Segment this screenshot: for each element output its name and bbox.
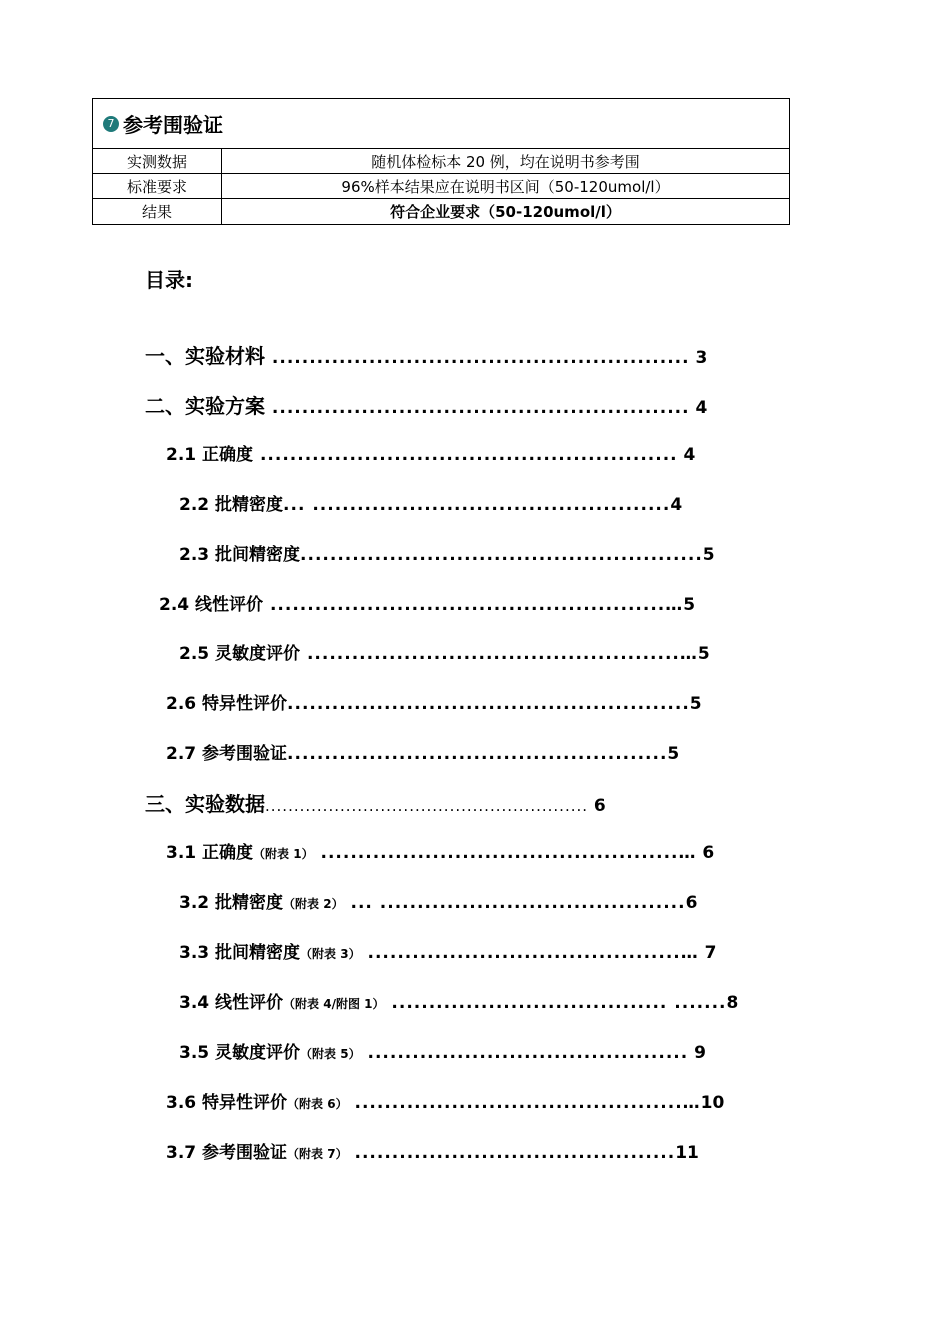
toc-title: 参考围验证: [202, 744, 288, 764]
row-value: 随机体检标本 20 例，均在说明书参考围: [371, 152, 640, 171]
toc-page: 6: [588, 796, 606, 816]
toc-entry[interactable]: [179, 639, 710, 664]
toc-dots: ........................................................: [265, 797, 589, 815]
toc-dots: ... ................................................: [283, 495, 671, 515]
toc-num: 2.5: [179, 644, 216, 664]
toc-dots: ............................................…: [347, 1093, 701, 1113]
toc-num: 2.7: [166, 744, 203, 764]
toc-num: 一、: [145, 344, 185, 368]
toc-dots: .....................................................…: [263, 595, 684, 615]
toc-dots: ..................................................…: [300, 644, 698, 664]
toc-entry[interactable]: [166, 739, 679, 764]
toc-entry[interactable]: [179, 1038, 706, 1063]
toc-entry[interactable]: [166, 1138, 699, 1163]
toc-title: 参考围验证: [202, 1143, 288, 1163]
toc-page: 5: [697, 644, 710, 664]
toc-num: 2.4: [159, 595, 196, 615]
toc-dots: ..................................... .......: [384, 993, 727, 1013]
toc-page: 5: [702, 545, 715, 565]
toc-entry[interactable]: [179, 888, 697, 913]
toc-num: 3.1: [166, 843, 203, 863]
toc-dots: ......................................................: [287, 694, 690, 714]
toc-page: 3: [689, 348, 708, 368]
toc-num: 2.1: [166, 445, 203, 465]
toc-page: 4: [677, 445, 696, 465]
table-row: [93, 174, 789, 199]
toc-title: 特异性评价: [202, 694, 288, 714]
toc-page: 10: [700, 1093, 725, 1113]
toc-entry[interactable]: [166, 1088, 724, 1113]
row-label: 实测数据: [93, 149, 222, 173]
toc-dots: ...........................................: [347, 1143, 676, 1163]
toc-title: 批间精密度: [215, 943, 301, 963]
table-row: [93, 149, 789, 174]
toc-entry[interactable]: [166, 689, 702, 714]
number-badge: 7: [103, 116, 119, 132]
row-label: 结果: [93, 199, 222, 224]
table-title: 参考围验证: [123, 113, 223, 137]
toc-num: 3.5: [179, 1043, 216, 1063]
toc-num: 3.7: [166, 1143, 203, 1163]
toc-page: 5: [689, 694, 702, 714]
toc-page: 5: [683, 595, 696, 615]
toc-page: 6: [685, 893, 698, 913]
toc-page: 8: [726, 993, 739, 1013]
toc-entry[interactable]: [145, 390, 707, 419]
table-title-row: [93, 99, 789, 149]
toc-entry[interactable]: [145, 788, 606, 817]
table-row: [93, 199, 789, 224]
toc-note: （附表 3）: [300, 947, 361, 961]
toc-note: （附表 1）: [253, 847, 314, 861]
toc-num: 3.3: [179, 943, 216, 963]
toc-title: 正确度: [202, 843, 254, 863]
toc-num: 三、: [145, 792, 185, 816]
toc-heading: 目录:: [145, 268, 193, 292]
toc-title: 实验方案: [185, 394, 265, 418]
toc-dots: ... .........................................: [343, 893, 686, 913]
toc-title: 实验材料: [185, 344, 265, 368]
toc-note: （附表 2）: [283, 897, 344, 911]
row-value: 符合企业要求（50-120umol/l）: [390, 203, 621, 221]
reference-range-table: [92, 98, 790, 225]
toc-title: 线性评价: [215, 993, 284, 1013]
toc-page: 5: [667, 744, 680, 764]
toc-entry[interactable]: [166, 838, 714, 863]
toc-dots: ........................................................: [265, 348, 690, 368]
toc-entry[interactable]: [179, 490, 682, 515]
toc-title: 灵敏度评价: [215, 1043, 301, 1063]
toc-dots: ...................................................: [287, 744, 668, 764]
toc-num: 2.3: [179, 545, 216, 565]
row-value: 96%样本结果应在说明书区间（50-120umol/l）: [341, 177, 670, 196]
toc-page: 9: [688, 1043, 706, 1063]
toc-entry[interactable]: [166, 440, 695, 465]
toc-page: 7: [698, 943, 717, 963]
toc-page: 4: [670, 495, 683, 515]
toc-num: 2.6: [166, 694, 203, 714]
toc-entry[interactable]: [179, 988, 738, 1013]
toc-title: 线性评价: [195, 595, 264, 615]
toc-title: 实验数据: [185, 792, 265, 816]
toc-entry[interactable]: [145, 340, 707, 369]
toc-title: 特异性评价: [202, 1093, 288, 1113]
toc-num: 3.2: [179, 893, 216, 913]
toc-entry[interactable]: [159, 590, 695, 615]
toc-title: 正确度: [202, 445, 254, 465]
toc-num: 二、: [145, 394, 185, 418]
toc-title: 批间精密度: [215, 545, 301, 565]
toc-dots: ...........................................: [360, 1043, 689, 1063]
toc-note: （附表 5）: [300, 1047, 361, 1061]
toc-dots: ........................................................: [253, 445, 678, 465]
toc-num: 3.6: [166, 1093, 203, 1113]
toc-entry[interactable]: [179, 540, 715, 565]
toc-dots: ..........................................…: [360, 943, 699, 963]
toc-note: （附表 4/附图 1）: [283, 997, 385, 1011]
toc-dots: ......................................................: [300, 545, 703, 565]
toc-page: 6: [696, 843, 715, 863]
toc-num: 2.2: [179, 495, 216, 515]
toc-dots: ................................................…: [313, 843, 697, 863]
toc-entry[interactable]: [179, 938, 716, 963]
toc-title: 批精密度: [215, 893, 284, 913]
row-label: 标准要求: [93, 174, 222, 198]
toc-title: 批精密度: [215, 495, 284, 515]
toc-note: （附表 7）: [287, 1147, 348, 1161]
toc-note: （附表 6）: [287, 1097, 348, 1111]
toc-page: 4: [689, 398, 708, 418]
toc-dots: ........................................................: [265, 398, 690, 418]
toc-num: 3.4: [179, 993, 216, 1013]
toc-title: 灵敏度评价: [215, 644, 301, 664]
toc-page: 11: [675, 1143, 699, 1163]
